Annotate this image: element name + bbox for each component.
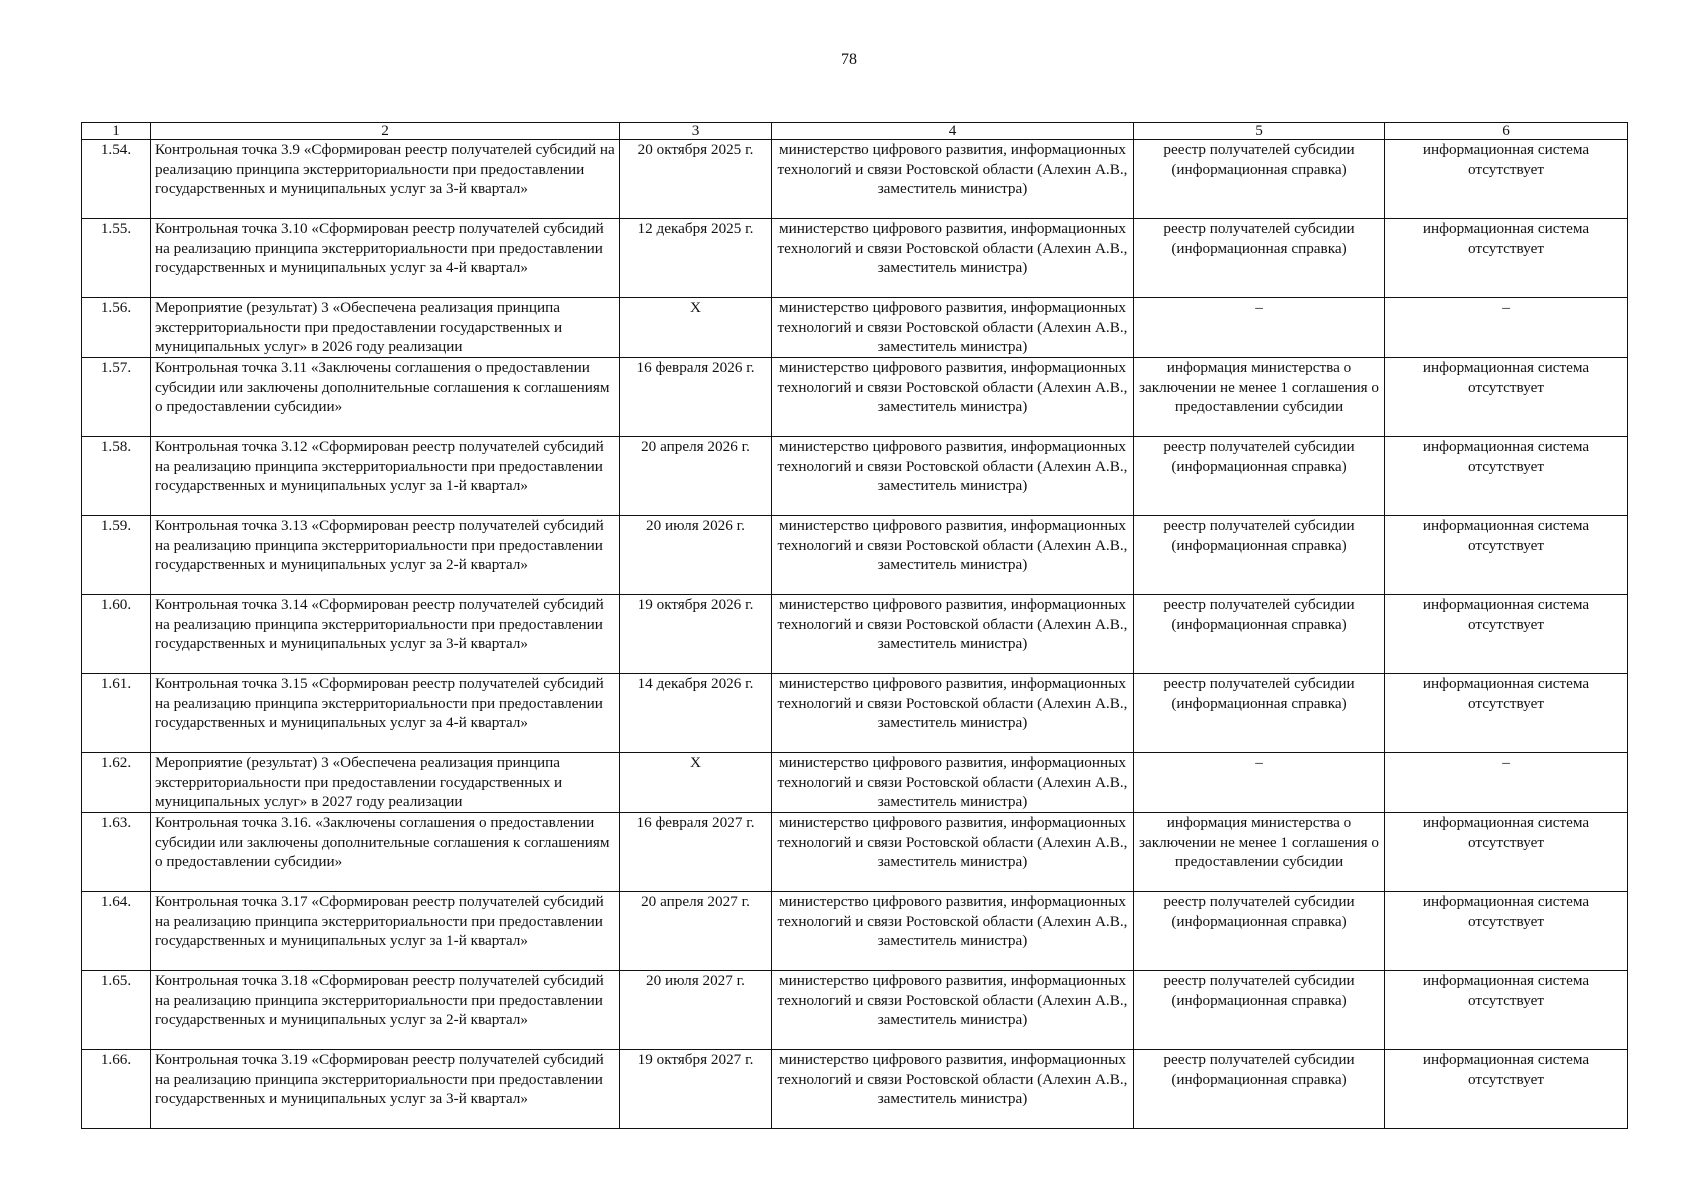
row-responsible: министерство цифрового развития, информационных технологий и связи Ростовской области (Алехин А.В., заместитель министра) bbox=[772, 358, 1134, 437]
row-system: информационная система отсутствует bbox=[1385, 971, 1628, 1050]
row-date: 16 февраля 2027 г. bbox=[620, 813, 772, 892]
row-number: 1.55. bbox=[82, 219, 151, 298]
table-header-row bbox=[82, 123, 1628, 140]
table-row bbox=[82, 1050, 1628, 1129]
table-row bbox=[82, 892, 1628, 971]
table-row bbox=[82, 358, 1628, 437]
row-responsible: министерство цифрового развития, информационных технологий и связи Ростовской области (Алехин А.В., заместитель министра) bbox=[772, 595, 1134, 674]
table-row bbox=[82, 140, 1628, 219]
row-system: информационная система отсутствует bbox=[1385, 516, 1628, 595]
row-document: – bbox=[1134, 753, 1385, 813]
row-number: 1.63. bbox=[82, 813, 151, 892]
row-responsible: министерство цифрового развития, информационных технологий и связи Ростовской области (Алехин А.В., заместитель министра) bbox=[772, 971, 1134, 1050]
plan-table bbox=[81, 122, 1628, 1129]
row-date: 20 октября 2025 г. bbox=[620, 140, 772, 219]
row-document: реестр получателей субсидии (информационная справка) bbox=[1134, 595, 1385, 674]
row-number: 1.66. bbox=[82, 1050, 151, 1129]
row-system: информационная система отсутствует bbox=[1385, 1050, 1628, 1129]
row-document: реестр получателей субсидии (информационная справка) bbox=[1134, 971, 1385, 1050]
row-number: 1.58. bbox=[82, 437, 151, 516]
row-name: Мероприятие (результат) 3 «Обеспечена реализация принципа экстерриториальности при предоставлении государственных и муниципальных услуг» в 2026 году реализации bbox=[151, 298, 620, 358]
row-name: Контрольная точка 3.11 «Заключены соглашения о предоставлении субсидии или заключены дополнительные соглашения к соглашениям о предоставлении субсидии» bbox=[151, 358, 620, 437]
row-system: информационная система отсутствует bbox=[1385, 674, 1628, 753]
column-header: 2 bbox=[151, 123, 620, 140]
row-responsible: министерство цифрового развития, информационных технологий и связи Ростовской области (Алехин А.В., заместитель министра) bbox=[772, 516, 1134, 595]
page-number: 78 bbox=[841, 51, 857, 68]
row-number: 1.65. bbox=[82, 971, 151, 1050]
row-name: Контрольная точка 3.12 «Сформирован реестр получателей субсидий на реализацию принципа экстерриториальности при предоставлении государственных и муниципальных услуг за 1-й квартал» bbox=[151, 437, 620, 516]
row-date: 20 апреля 2027 г. bbox=[620, 892, 772, 971]
row-document: реестр получателей субсидии (информационная справка) bbox=[1134, 892, 1385, 971]
row-document: информация министерства о заключении не менее 1 соглашения о предоставлении субсидии bbox=[1134, 813, 1385, 892]
row-number: 1.59. bbox=[82, 516, 151, 595]
table-row bbox=[82, 753, 1628, 813]
row-system: информационная система отсутствует bbox=[1385, 140, 1628, 219]
row-name: Контрольная точка 3.17 «Сформирован реестр получателей субсидий на реализацию принципа экстерриториальности при предоставлении государственных и муниципальных услуг за 1-й квартал» bbox=[151, 892, 620, 971]
row-name: Контрольная точка 3.15 «Сформирован реестр получателей субсидий на реализацию принципа экстерриториальности при предоставлении государственных и муниципальных услуг за 4-й квартал» bbox=[151, 674, 620, 753]
row-document: информация министерства о заключении не менее 1 соглашения о предоставлении субсидии bbox=[1134, 358, 1385, 437]
row-date: 20 июля 2027 г. bbox=[620, 971, 772, 1050]
row-number: 1.60. bbox=[82, 595, 151, 674]
table-row bbox=[82, 971, 1628, 1050]
row-number: 1.54. bbox=[82, 140, 151, 219]
row-number: 1.57. bbox=[82, 358, 151, 437]
column-header: 1 bbox=[82, 123, 151, 140]
row-name: Мероприятие (результат) 3 «Обеспечена реализация принципа экстерриториальности при предоставлении государственных и муниципальных услуг» в 2027 году реализации bbox=[151, 753, 620, 813]
row-system: информационная система отсутствует bbox=[1385, 595, 1628, 674]
row-date: 19 октября 2027 г. bbox=[620, 1050, 772, 1129]
table-row bbox=[82, 219, 1628, 298]
row-name: Контрольная точка 3.19 «Сформирован реестр получателей субсидий на реализацию принципа экстерриториальности при предоставлении государственных и муниципальных услуг за 3-й квартал» bbox=[151, 1050, 620, 1129]
row-system: – bbox=[1385, 753, 1628, 813]
row-date: Х bbox=[620, 753, 772, 813]
row-document: реестр получателей субсидии (информационная справка) bbox=[1134, 219, 1385, 298]
row-document: реестр получателей субсидии (информационная справка) bbox=[1134, 1050, 1385, 1129]
row-system: информационная система отсутствует bbox=[1385, 219, 1628, 298]
row-number: 1.62. bbox=[82, 753, 151, 813]
table-row bbox=[82, 813, 1628, 892]
row-name: Контрольная точка 3.14 «Сформирован реестр получателей субсидий на реализацию принципа экстерриториальности при предоставлении государственных и муниципальных услуг за 3-й квартал» bbox=[151, 595, 620, 674]
row-responsible: министерство цифрового развития, информационных технологий и связи Ростовской области (Алехин А.В., заместитель министра) bbox=[772, 140, 1134, 219]
row-name: Контрольная точка 3.9 «Сформирован реестр получателей субсидий на реализацию принципа экстерриториальности при предоставлении государственных и муниципальных услуг за 3-й квартал» bbox=[151, 140, 620, 219]
table-row bbox=[82, 674, 1628, 753]
table-row bbox=[82, 437, 1628, 516]
table-row bbox=[82, 516, 1628, 595]
row-responsible: министерство цифрового развития, информационных технологий и связи Ростовской области (Алехин А.В., заместитель министра) bbox=[772, 219, 1134, 298]
table-row bbox=[82, 595, 1628, 674]
row-system: информационная система отсутствует bbox=[1385, 892, 1628, 971]
row-date: 16 февраля 2026 г. bbox=[620, 358, 772, 437]
row-number: 1.56. bbox=[82, 298, 151, 358]
row-date: Х bbox=[620, 298, 772, 358]
row-system: информационная система отсутствует bbox=[1385, 358, 1628, 437]
row-number: 1.61. bbox=[82, 674, 151, 753]
row-document: – bbox=[1134, 298, 1385, 358]
column-header: 6 bbox=[1385, 123, 1628, 140]
row-responsible: министерство цифрового развития, информационных технологий и связи Ростовской области (Алехин А.В., заместитель министра) bbox=[772, 298, 1134, 358]
row-name: Контрольная точка 3.13 «Сформирован реестр получателей субсидий на реализацию принципа экстерриториальности при предоставлении государственных и муниципальных услуг за 2-й квартал» bbox=[151, 516, 620, 595]
row-system: информационная система отсутствует bbox=[1385, 813, 1628, 892]
row-document: реестр получателей субсидии (информационная справка) bbox=[1134, 516, 1385, 595]
row-system: информационная система отсутствует bbox=[1385, 437, 1628, 516]
row-date: 12 декабря 2025 г. bbox=[620, 219, 772, 298]
row-responsible: министерство цифрового развития, информационных технологий и связи Ростовской области (Алехин А.В., заместитель министра) bbox=[772, 892, 1134, 971]
row-date: 20 апреля 2026 г. bbox=[620, 437, 772, 516]
row-system: – bbox=[1385, 298, 1628, 358]
row-responsible: министерство цифрового развития, информационных технологий и связи Ростовской области (Алехин А.В., заместитель министра) bbox=[772, 437, 1134, 516]
row-name: Контрольная точка 3.18 «Сформирован реестр получателей субсидий на реализацию принципа экстерриториальности при предоставлении государственных и муниципальных услуг за 2-й квартал» bbox=[151, 971, 620, 1050]
row-document: реестр получателей субсидии (информационная справка) bbox=[1134, 140, 1385, 219]
column-header: 3 bbox=[620, 123, 772, 140]
column-header: 5 bbox=[1134, 123, 1385, 140]
row-document: реестр получателей субсидии (информационная справка) bbox=[1134, 437, 1385, 516]
row-responsible: министерство цифрового развития, информационных технологий и связи Ростовской области (Алехин А.В., заместитель министра) bbox=[772, 813, 1134, 892]
row-responsible: министерство цифрового развития, информационных технологий и связи Ростовской области (Алехин А.В., заместитель министра) bbox=[772, 753, 1134, 813]
row-number: 1.64. bbox=[82, 892, 151, 971]
table-row bbox=[82, 298, 1628, 358]
row-date: 19 октября 2026 г. bbox=[620, 595, 772, 674]
row-responsible: министерство цифрового развития, информационных технологий и связи Ростовской области (Алехин А.В., заместитель министра) bbox=[772, 1050, 1134, 1129]
row-document: реестр получателей субсидии (информационная справка) bbox=[1134, 674, 1385, 753]
row-responsible: министерство цифрового развития, информационных технологий и связи Ростовской области (Алехин А.В., заместитель министра) bbox=[772, 674, 1134, 753]
row-date: 20 июля 2026 г. bbox=[620, 516, 772, 595]
row-name: Контрольная точка 3.10 «Сформирован реестр получателей субсидий на реализацию принципа экстерриториальности при предоставлении государственных и муниципальных услуг за 4-й квартал» bbox=[151, 219, 620, 298]
row-date: 14 декабря 2026 г. bbox=[620, 674, 772, 753]
row-name: Контрольная точка 3.16. «Заключены соглашения о предоставлении субсидии или заключены дополнительные соглашения к соглашениям о предоставлении субсидии» bbox=[151, 813, 620, 892]
column-header: 4 bbox=[772, 123, 1134, 140]
